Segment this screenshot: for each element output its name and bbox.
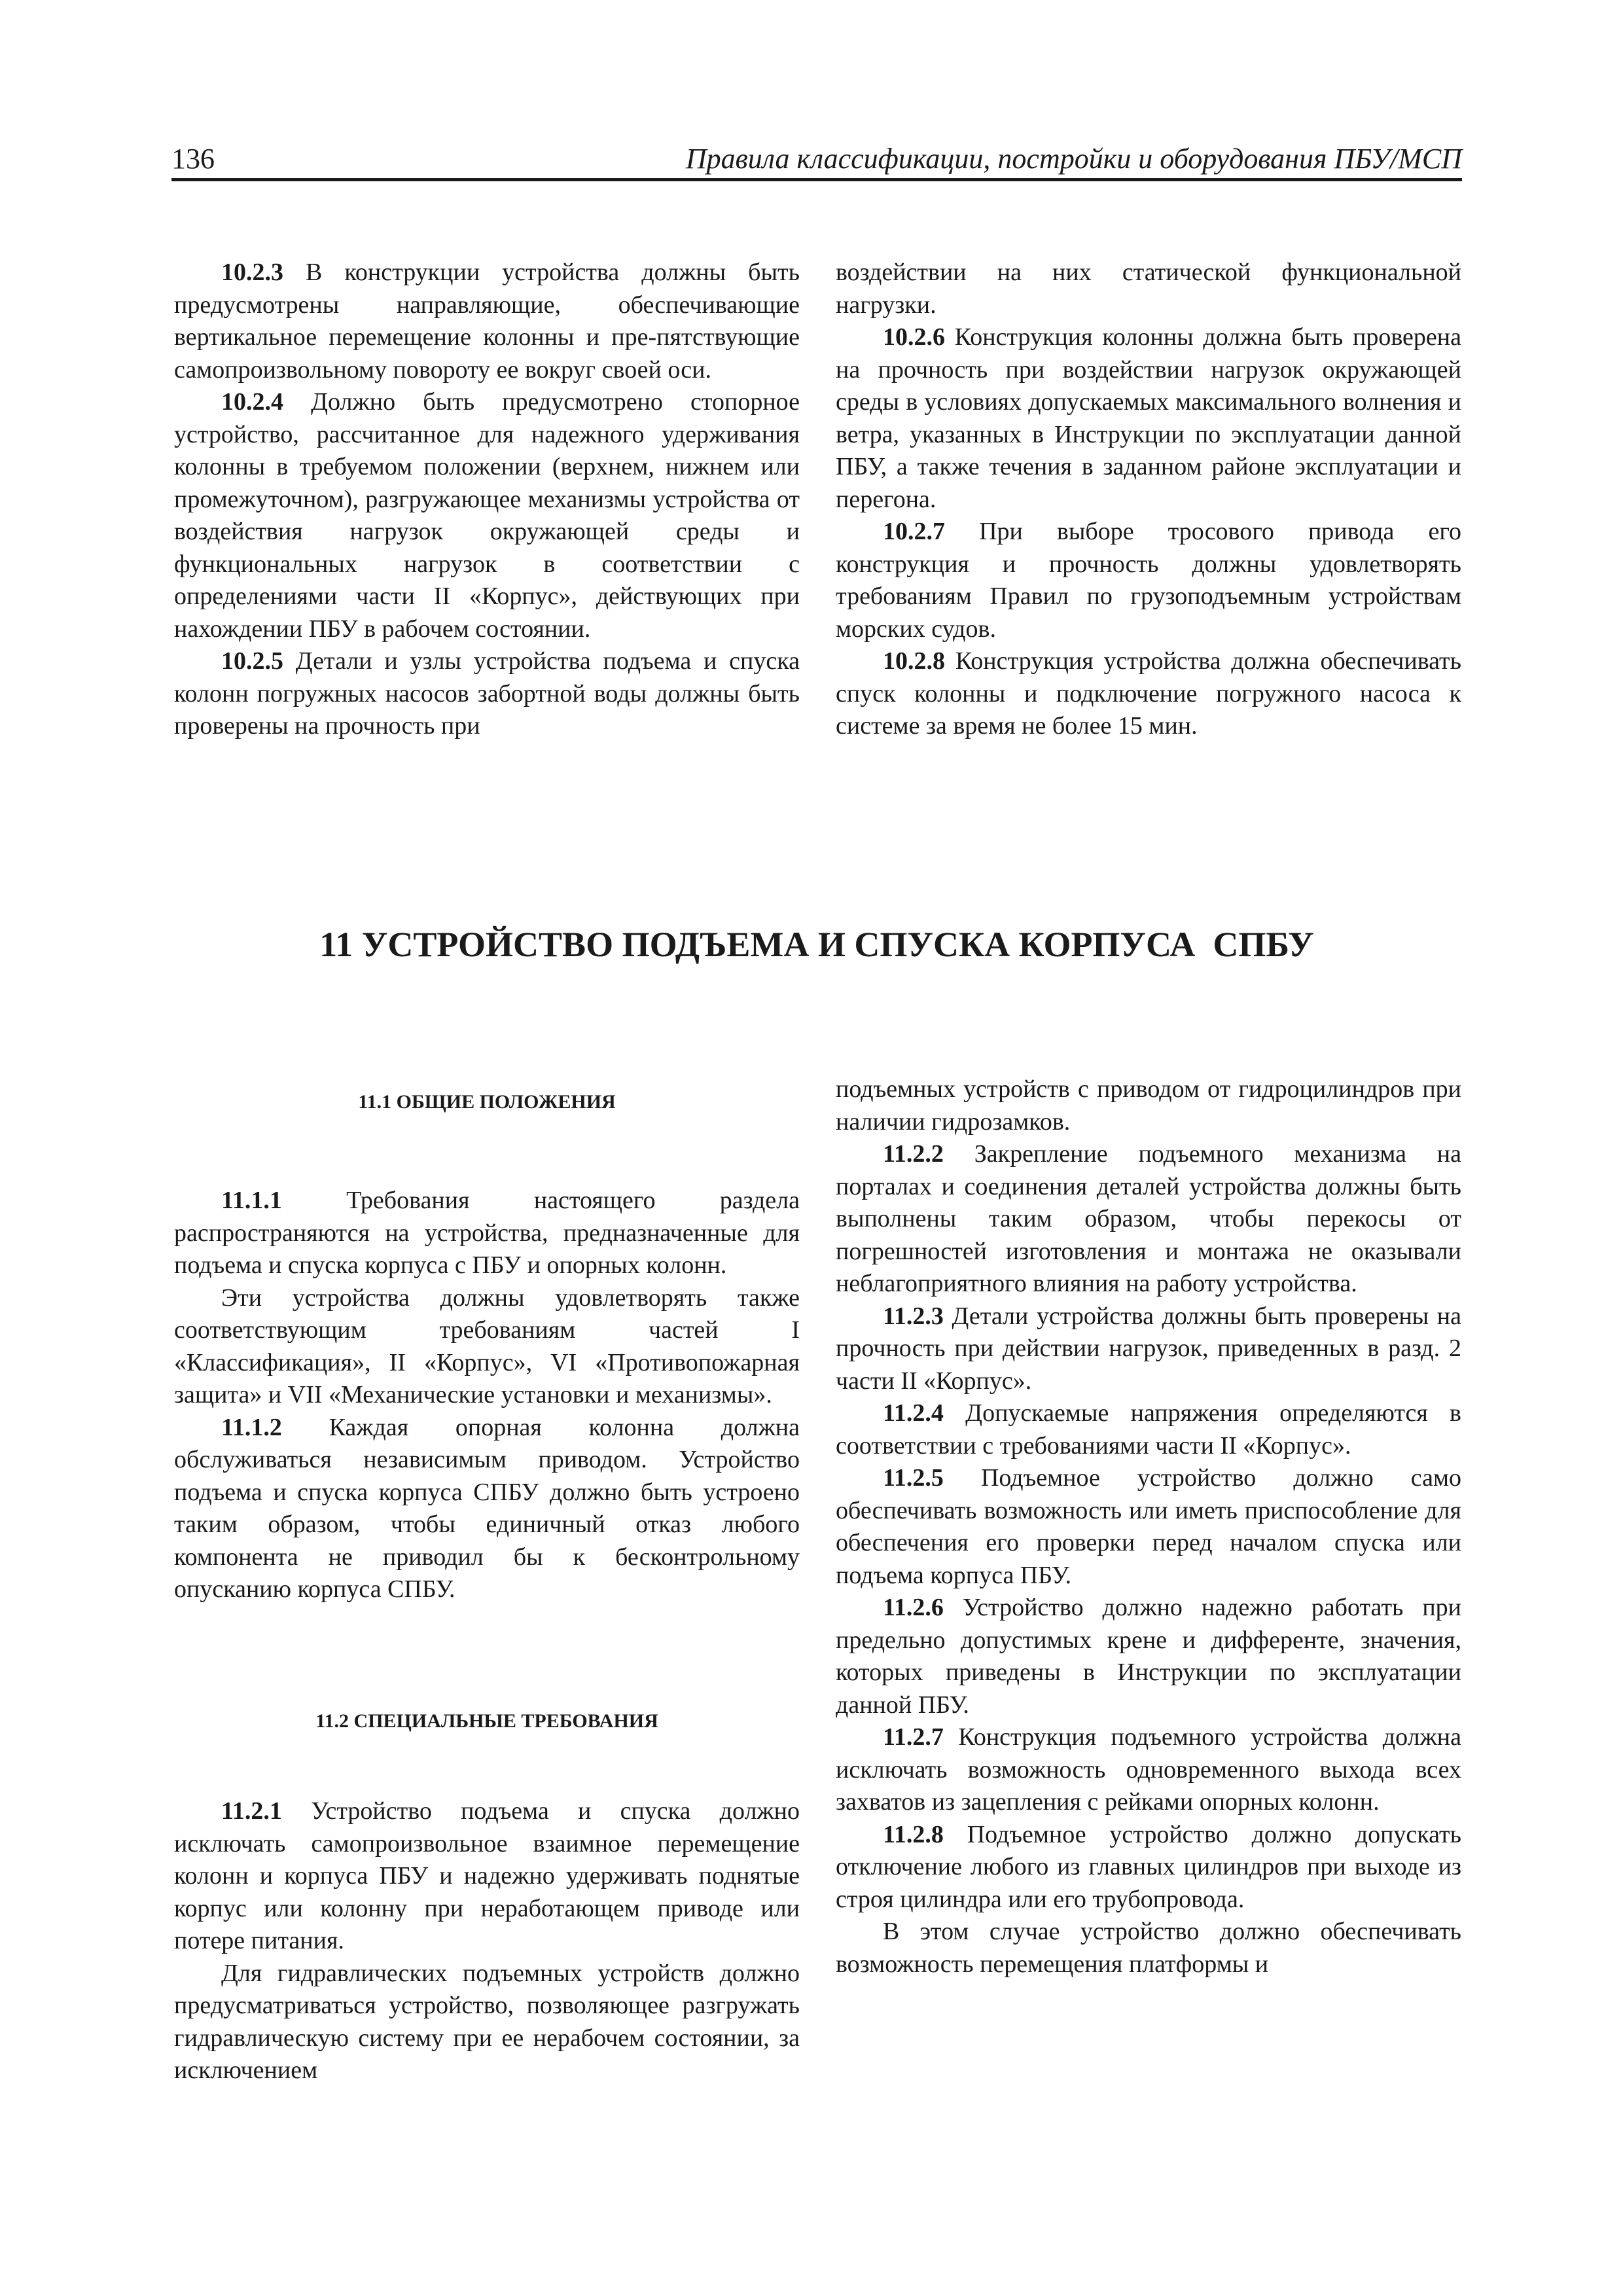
paragraph: [174, 257, 800, 386]
section-10-right-column: [836, 257, 1461, 743]
paragraph-number: 11.2.7: [883, 1723, 944, 1751]
paragraph-text: Подъемное устройство должно допускать отключение любого из главных цилиндров при выходе из строя цилиндра или его трубопровода.: [836, 1820, 1461, 1913]
paragraph: [174, 1412, 800, 1606]
paragraph-number: 11.2.2: [883, 1140, 944, 1168]
paragraph: [836, 321, 1461, 516]
header-rule: [171, 178, 1462, 181]
chapter-title: 11 УСТРОЙСТВО ПОДЪЕМА И СПУСКА КОРПУСА СПБУ: [319, 925, 1314, 964]
paragraph-number: 10.2.4: [221, 388, 283, 416]
paragraph-text: Устройство должно надежно работать при предельно допустимых крене и дифференте, значения, которых приведены в Инструкции по эксплуатации данной ПБУ.: [836, 1594, 1461, 1719]
paragraph-number: 10.2.5: [221, 647, 283, 675]
section-heading-special: 11.2 СПЕЦИАЛЬНЫЕ ТРЕБОВАНИЯ: [315, 1710, 658, 1732]
paragraph-text: Конструкция устройства должна обеспечивать спуск колонны и подключение погружного насоса к системе за время не более 15 мин.: [836, 647, 1461, 740]
paragraph-number: 11.1.1: [221, 1187, 282, 1214]
paragraph-number: 11.2.5: [883, 1464, 944, 1492]
paragraph: [836, 1397, 1461, 1462]
paragraph-text: Подъемное устройство должно само обеспечивать возможность или иметь приспособление для обеспечения его проверки перед началом спуска или подъема корпуса ПБУ.: [836, 1464, 1461, 1589]
section-11-2-left-column: [174, 1795, 800, 2087]
paragraph-text: Конструкция колонны должна быть проверена на прочность при воздействии нагрузок окружающей среды в условиях допускаемых максимального волнения и ветра, указанных в Инструкции по эксплуатации данной ПБУ, а также течения в заданном районе эксплуатации и перегона.: [836, 323, 1461, 513]
paragraph-text: Эти устройства должны удовлетворять также соответствующим требованиям частей I «Классификация», II «Корпус», VI «Противопожарная защита» и VII «Механические установки и механизмы».: [174, 1283, 800, 1408]
paragraph-text: Закрепление подъемного механизма на порталах и соединения деталей устройства должны быть выполнены таким образом, чтобы перекосы от погрешностей изготовления и монтажа не оказывали неблагоприятного влияния на работу устройства.: [836, 1140, 1461, 1297]
paragraph-text: Для гидравлических подъемных устройств должно предусматриваться устройство, позволяющее разгружать гидравлическую систему при ее нерабочем состоянии, за исключением: [174, 1959, 800, 2084]
paragraph-number: 11.1.2: [221, 1413, 282, 1441]
paragraph-text: В этом случае устройство должно обеспечивать возможность перемещения платформы и: [836, 1918, 1461, 1978]
paragraph: [174, 386, 800, 645]
paragraph-number: 10.2.6: [883, 323, 945, 351]
paragraph-number: 10.2.7: [883, 518, 945, 545]
paragraph-number: 11.2.3: [883, 1302, 944, 1330]
page-header: [171, 139, 1462, 179]
paragraph: [174, 1185, 800, 1282]
paragraph-number: 10.2.3: [221, 259, 283, 286]
paragraph: [174, 645, 800, 743]
paragraph-continuation: подъемных устройств с приводом от гидроцилиндров при наличии гидрозамков.: [836, 1075, 1461, 1136]
running-title: Правила классификации, постройки и оборудования ПБУ/МСП: [685, 143, 1462, 175]
paragraph-text: При выборе тросового привода его конструкция и прочность должны удовлетворять требованиям Правил по грузоподъемным устройствам морских судов.: [836, 518, 1461, 643]
paragraph: [836, 645, 1461, 743]
paragraph-continuation: воздействии на них статической функциональной нагрузки.: [836, 259, 1461, 319]
paragraph: [174, 1958, 800, 2087]
section-11-right-column: [836, 1073, 1461, 1981]
paragraph-number: 11.2.1: [221, 1797, 282, 1825]
paragraph-text: В конструкции устройства должны быть предусмотрены направляющие, обеспечивающие вертикальное перемещение колонны и пре-пятствующие самопроизвольному повороту ее вокруг своей оси.: [174, 259, 800, 384]
paragraph-text: Допускаемые напряжения определяются в соответствии с требованиями части II «Корпус».: [836, 1399, 1461, 1460]
paragraph: [174, 1282, 800, 1412]
paragraph: [836, 1300, 1461, 1398]
paragraph-number: 10.2.8: [883, 647, 945, 675]
paragraph-text: Конструкция подъемного устройства должна исключать возможность одновременного выхода всех захватов из зацепления с рейками опорных колонн.: [836, 1723, 1461, 1816]
paragraph-number: 11.2.4: [883, 1399, 944, 1427]
paragraph: [836, 1916, 1461, 1981]
paragraph-text: Требования настоящего раздела распространяются на устройства, предназначенные для подъема и спуска корпуса с ПБУ и опорных колонн.: [174, 1187, 800, 1279]
paragraph-text: Детали и узлы устройства подъема и спуска колонн погружных насосов забортной воды должны быть проверены на прочность при: [174, 647, 800, 740]
paragraph: [836, 516, 1461, 645]
paragraph-text: Каждая опорная колонна должна обслуживаться независимым приводом. Устройство подъема и спуска корпуса СПБУ должно быть устроено таким образом, чтобы единичный отказ любого компонента не приводил бы к бесконтрольному опусканию корпуса СПБУ.: [174, 1413, 800, 1603]
paragraph: [836, 1138, 1461, 1300]
paragraph: [836, 1721, 1461, 1819]
paragraph-text: Устройство подъема и спуска должно исключать самопроизвольное взаимное перемещение колонн и корпуса ПБУ и надежно удерживать поднятые корпус или колонну при неработающем приводе или потере питания.: [174, 1797, 800, 1954]
section-heading-general: 11.1 ОБЩИЕ ПОЛОЖЕНИЯ: [358, 1091, 616, 1113]
paragraph: [174, 1795, 800, 1958]
paragraph-number: 11.2.8: [883, 1820, 944, 1848]
paragraph-number: 11.2.6: [883, 1594, 944, 1621]
section-11-1-column: [174, 1185, 800, 1606]
section-10-left-column: [174, 257, 800, 743]
paragraph: [836, 1592, 1461, 1721]
paragraph-text: Детали устройства должны быть проверены на прочность при действии нагрузок, приведенных в разд. 2 части II «Корпус».: [836, 1302, 1461, 1395]
page-number: 136: [171, 143, 215, 175]
paragraph-text: Должно быть предусмотрено стопорное устройство, рассчитанное для надежного удерживания колонны в требуемом положении (верхнем, нижнем или промежуточном), разгружающее механизмы устройства от воздействия нагрузок окружающей среды и функциональных нагрузок в соответствии с определениями части II «Корпус», действующих при нахождении ПБУ в рабочем состоянии.: [174, 388, 800, 643]
paragraph: [836, 1819, 1461, 1916]
paragraph: [836, 1462, 1461, 1592]
